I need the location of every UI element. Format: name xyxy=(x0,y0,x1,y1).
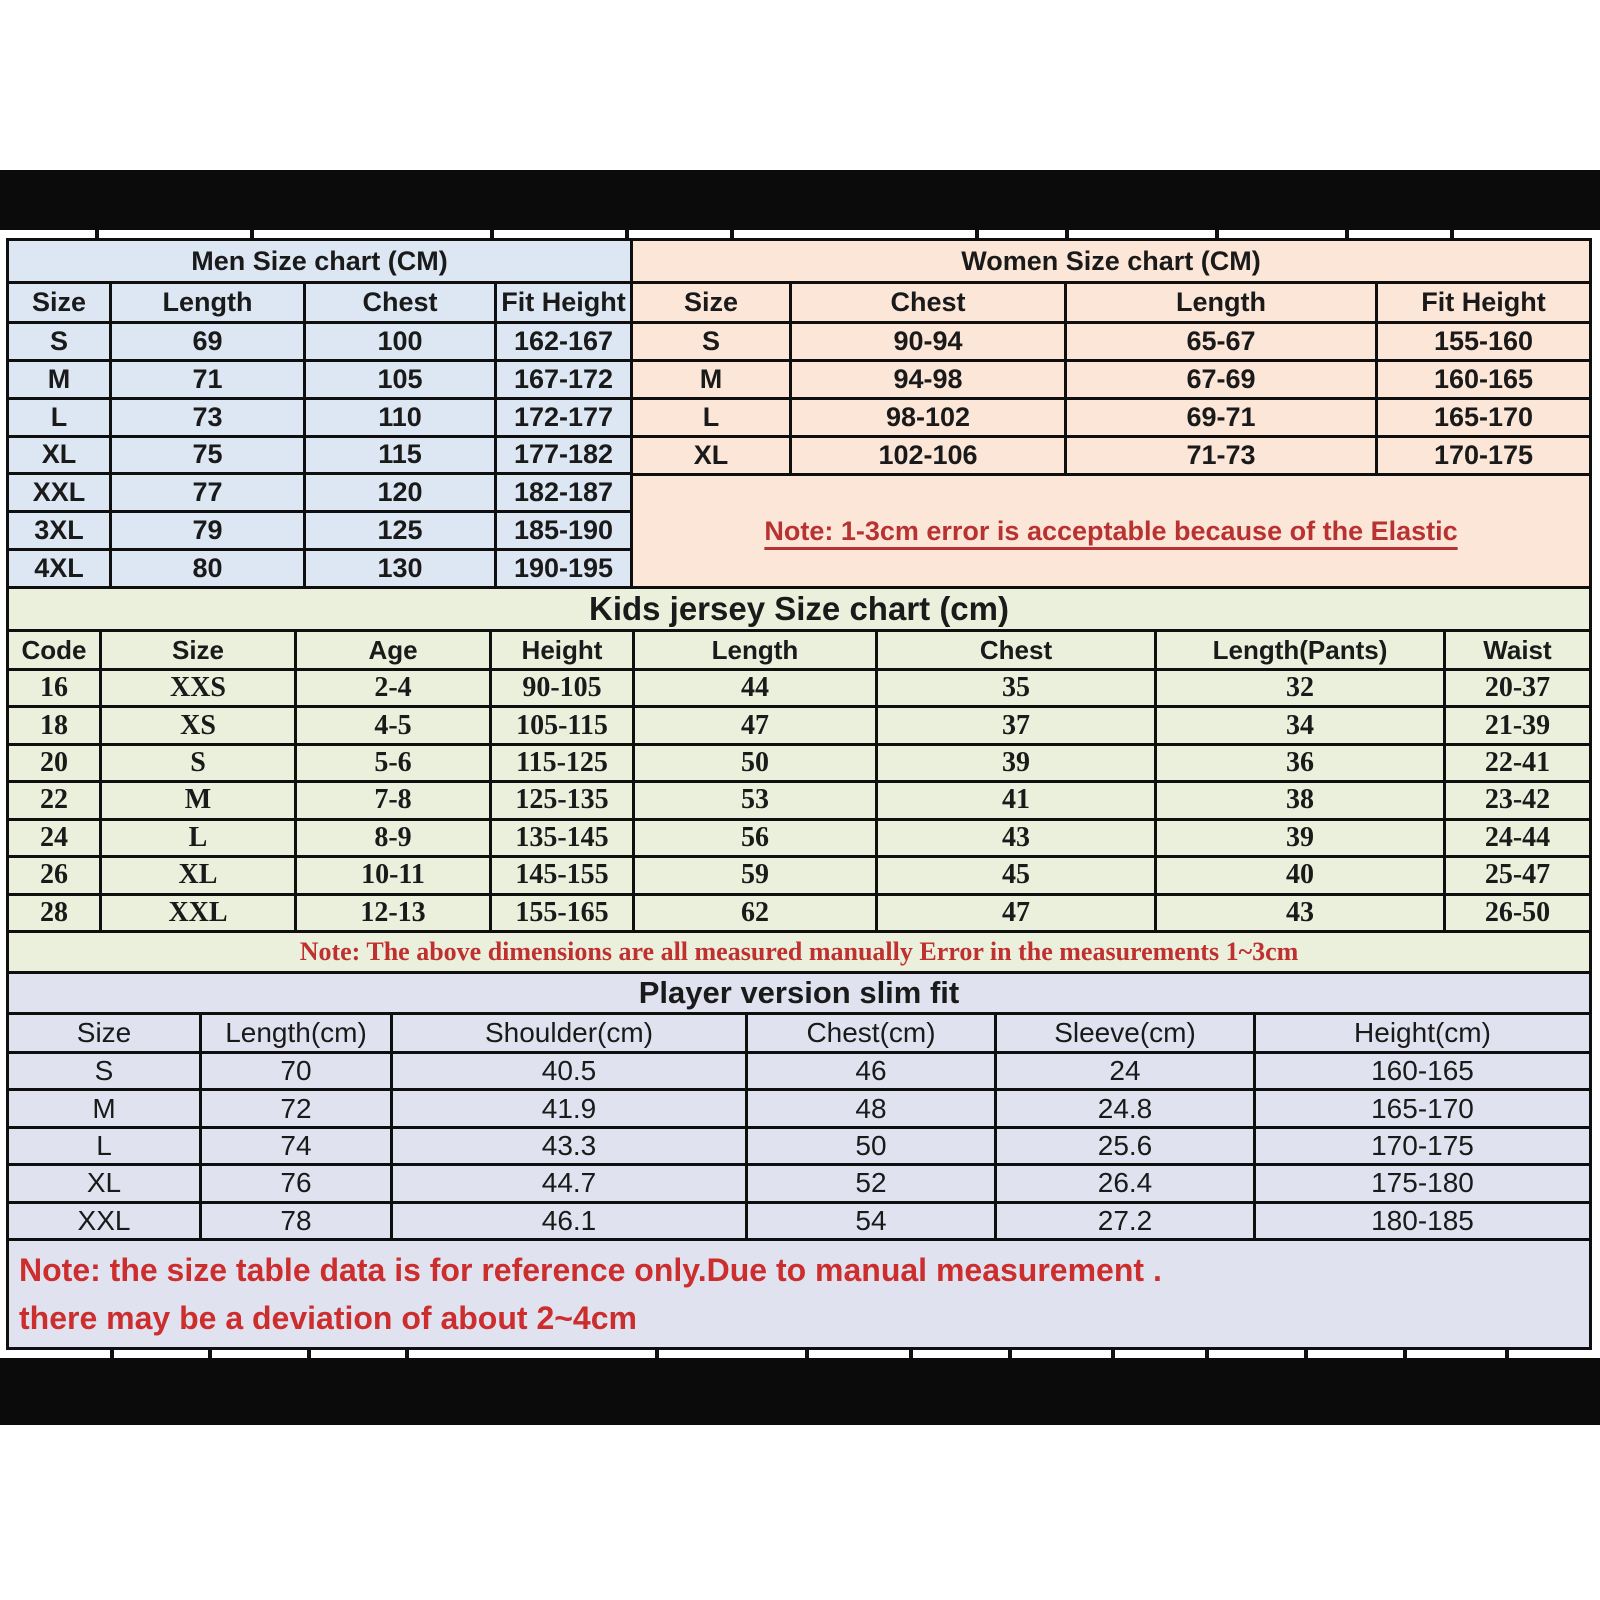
table-cell: 79 xyxy=(112,513,303,548)
table-cell: 185-190 xyxy=(497,513,630,548)
table-cell: 7-8 xyxy=(297,783,489,817)
kids-size-table-title: Kids jersey Size chart (cm) xyxy=(9,589,1589,629)
table-cell: 182-187 xyxy=(497,475,630,510)
column-header: Height(cm) xyxy=(1256,1015,1589,1051)
table-cell: L xyxy=(102,821,294,855)
grid-tick xyxy=(307,1350,311,1358)
table-cell: 71 xyxy=(112,362,303,397)
table-cell: 4XL xyxy=(9,551,109,586)
table-cell: 160-165 xyxy=(1378,362,1589,397)
table-cell: 16 xyxy=(9,671,99,705)
player-version-table-title: Player version slim fit xyxy=(9,974,1589,1012)
column-header: Length(Pants) xyxy=(1157,632,1443,668)
table-cell: 75 xyxy=(112,438,303,473)
table-cell: 62 xyxy=(635,896,875,930)
table-cell: 110 xyxy=(306,400,494,435)
table-cell: 170-175 xyxy=(1256,1129,1589,1163)
table-cell: 50 xyxy=(748,1129,994,1163)
column-header: Size xyxy=(102,632,294,668)
table-cell: 172-177 xyxy=(497,400,630,435)
table-cell: XS xyxy=(102,708,294,742)
column-header: Age xyxy=(297,632,489,668)
table-cell: 3XL xyxy=(9,513,109,548)
column-header: Height xyxy=(492,632,632,668)
table-cell: L xyxy=(633,400,789,435)
table-cell: M xyxy=(9,362,109,397)
table-cell: 59 xyxy=(635,858,875,892)
grid-tick xyxy=(1304,1350,1308,1358)
grid-tick xyxy=(405,1350,409,1358)
table-cell: XXS xyxy=(102,671,294,705)
table-cell: 34 xyxy=(1157,708,1443,742)
table-cell: 24 xyxy=(997,1054,1253,1088)
table-cell: 67-69 xyxy=(1067,362,1375,397)
table-cell: 22-41 xyxy=(1446,746,1589,780)
table-cell: L xyxy=(9,400,109,435)
table-cell: 2-4 xyxy=(297,671,489,705)
grid-tick-strip-bottom xyxy=(0,1350,1600,1358)
table-cell: 100 xyxy=(306,324,494,359)
men-size-table-title: Men Size chart (CM) xyxy=(9,241,630,281)
table-cell: 130 xyxy=(306,551,494,586)
table-cell: 24.8 xyxy=(997,1091,1253,1125)
column-header: Size xyxy=(9,1015,199,1051)
column-header: Length xyxy=(112,284,303,321)
table-cell: 22 xyxy=(9,783,99,817)
men-size-table xyxy=(6,238,633,589)
reference-only-note-line1: Note: the size table data is for reference only.Due to manual measurement . xyxy=(19,1252,1162,1288)
table-cell: 24 xyxy=(9,821,99,855)
table-cell: 135-145 xyxy=(492,821,632,855)
table-cell: 26-50 xyxy=(1446,896,1589,930)
table-cell: 45 xyxy=(878,858,1154,892)
table-cell: 56 xyxy=(635,821,875,855)
table-cell: 69-71 xyxy=(1067,400,1375,435)
table-cell: 115 xyxy=(306,438,494,473)
table-cell: 24-44 xyxy=(1446,821,1589,855)
table-cell: 175-180 xyxy=(1256,1166,1589,1200)
table-cell: 39 xyxy=(878,746,1154,780)
table-cell: 46 xyxy=(748,1054,994,1088)
table-cell: 115-125 xyxy=(492,746,632,780)
table-cell: 105 xyxy=(306,362,494,397)
table-cell: 177-182 xyxy=(497,438,630,473)
grid-tick xyxy=(1205,1350,1209,1358)
table-cell: 41 xyxy=(878,783,1154,817)
table-cell: 12-13 xyxy=(297,896,489,930)
table-cell: 43 xyxy=(1157,896,1443,930)
table-cell: 102-106 xyxy=(792,438,1064,473)
table-cell: 80 xyxy=(112,551,303,586)
column-header: Fit Height xyxy=(1378,284,1589,321)
table-cell: XXL xyxy=(102,896,294,930)
table-cell: 8-9 xyxy=(297,821,489,855)
table-cell: 78 xyxy=(202,1204,390,1238)
grid-tick xyxy=(655,1350,659,1358)
grid-tick xyxy=(909,1350,913,1358)
table-cell: 190-195 xyxy=(497,551,630,586)
grid-tick xyxy=(805,1350,809,1358)
table-cell: 165-170 xyxy=(1256,1091,1589,1125)
column-header: Sleeve(cm) xyxy=(997,1015,1253,1051)
table-cell: 125-135 xyxy=(492,783,632,817)
table-cell: 54 xyxy=(748,1204,994,1238)
table-cell: 162-167 xyxy=(497,324,630,359)
table-cell: 74 xyxy=(202,1129,390,1163)
table-cell: 40 xyxy=(1157,858,1443,892)
table-cell: 94-98 xyxy=(792,362,1064,397)
table-cell: 90-94 xyxy=(792,324,1064,359)
table-cell: 25.6 xyxy=(997,1129,1253,1163)
table-cell: 145-155 xyxy=(492,858,632,892)
women-size-table xyxy=(630,238,1592,589)
table-cell: XL xyxy=(633,438,789,473)
table-cell: 41.9 xyxy=(393,1091,745,1125)
reference-only-note xyxy=(6,1238,1592,1350)
table-cell: 125 xyxy=(306,513,494,548)
table-cell: 98-102 xyxy=(792,400,1064,435)
table-cell: 90-105 xyxy=(492,671,632,705)
column-header: Size xyxy=(633,284,789,321)
grid-tick xyxy=(1505,1350,1509,1358)
column-header: Waist xyxy=(1446,632,1589,668)
table-cell: 53 xyxy=(635,783,875,817)
grid-tick xyxy=(1111,1350,1115,1358)
reference-only-note-line2: there may be a deviation of about 2~4cm xyxy=(19,1300,637,1336)
table-cell: S xyxy=(9,1054,199,1088)
table-cell: 52 xyxy=(748,1166,994,1200)
table-cell: 35 xyxy=(878,671,1154,705)
table-cell: M xyxy=(102,783,294,817)
grid-tick xyxy=(208,1350,212,1358)
table-cell: 155-160 xyxy=(1378,324,1589,359)
grid-tick xyxy=(110,1350,114,1358)
letterbox-bar-top xyxy=(0,170,1600,230)
table-cell: 37 xyxy=(878,708,1154,742)
women-size-table-title: Women Size chart (CM) xyxy=(633,241,1589,281)
column-header: Chest xyxy=(878,632,1154,668)
table-cell: 65-67 xyxy=(1067,324,1375,359)
table-cell: 18 xyxy=(9,708,99,742)
column-header: Shoulder(cm) xyxy=(393,1015,745,1051)
table-cell: L xyxy=(9,1129,199,1163)
table-cell: 27.2 xyxy=(997,1204,1253,1238)
column-header: Code xyxy=(9,632,99,668)
size-chart-sheet xyxy=(6,238,1592,1350)
table-cell: 155-165 xyxy=(492,896,632,930)
table-cell: 72 xyxy=(202,1091,390,1125)
table-cell: 47 xyxy=(635,708,875,742)
table-cell: 71-73 xyxy=(1067,438,1375,473)
women-elastic-note: Note: 1-3cm error is acceptable because of the Elastic xyxy=(633,476,1589,586)
table-cell: XXL xyxy=(9,475,109,510)
column-header: Chest(cm) xyxy=(748,1015,994,1051)
column-header: Chest xyxy=(792,284,1064,321)
table-cell: 44.7 xyxy=(393,1166,745,1200)
table-cell: 43 xyxy=(878,821,1154,855)
table-cell: XL xyxy=(102,858,294,892)
column-header: Length xyxy=(635,632,875,668)
table-cell: 36 xyxy=(1157,746,1443,780)
table-cell: 50 xyxy=(635,746,875,780)
table-cell: 26 xyxy=(9,858,99,892)
table-cell: 69 xyxy=(112,324,303,359)
table-cell: 160-165 xyxy=(1256,1054,1589,1088)
table-cell: 46.1 xyxy=(393,1204,745,1238)
table-cell: 26.4 xyxy=(997,1166,1253,1200)
table-cell: 23-42 xyxy=(1446,783,1589,817)
table-cell: XXL xyxy=(9,1204,199,1238)
table-cell: 77 xyxy=(112,475,303,510)
table-cell: 44 xyxy=(635,671,875,705)
table-cell: 38 xyxy=(1157,783,1443,817)
column-header: Size xyxy=(9,284,109,321)
column-header: Length xyxy=(1067,284,1375,321)
column-header: Chest xyxy=(306,284,494,321)
table-cell: 48 xyxy=(748,1091,994,1125)
table-cell: 20-37 xyxy=(1446,671,1589,705)
table-cell: 47 xyxy=(878,896,1154,930)
letterbox-bar-bottom xyxy=(0,1358,1600,1425)
table-cell: 73 xyxy=(112,400,303,435)
table-cell: 10-11 xyxy=(297,858,489,892)
table-cell: 5-6 xyxy=(297,746,489,780)
table-cell: 21-39 xyxy=(1446,708,1589,742)
table-cell: 25-47 xyxy=(1446,858,1589,892)
table-cell: 70 xyxy=(202,1054,390,1088)
table-cell: 43.3 xyxy=(393,1129,745,1163)
table-cell: 180-185 xyxy=(1256,1204,1589,1238)
table-cell: 76 xyxy=(202,1166,390,1200)
table-cell: 165-170 xyxy=(1378,400,1589,435)
table-cell: S xyxy=(633,324,789,359)
table-cell: 39 xyxy=(1157,821,1443,855)
table-cell: 40.5 xyxy=(393,1054,745,1088)
table-cell: XL xyxy=(9,1166,199,1200)
table-cell: XL xyxy=(9,438,109,473)
kids-size-table xyxy=(6,586,1592,974)
player-version-table xyxy=(6,971,1592,1241)
table-cell: 4-5 xyxy=(297,708,489,742)
table-cell: M xyxy=(633,362,789,397)
column-header: Length(cm) xyxy=(202,1015,390,1051)
table-cell: 167-172 xyxy=(497,362,630,397)
column-header: Fit Height xyxy=(497,284,630,321)
kids-measurement-note: Note: The above dimensions are all measured manually Error in the measurements 1~3cm xyxy=(9,933,1589,971)
table-cell: 20 xyxy=(9,746,99,780)
grid-tick xyxy=(1008,1350,1012,1358)
table-cell: 105-115 xyxy=(492,708,632,742)
table-cell: 120 xyxy=(306,475,494,510)
table-cell: S xyxy=(9,324,109,359)
grid-tick xyxy=(1403,1350,1407,1358)
table-cell: 32 xyxy=(1157,671,1443,705)
table-cell: M xyxy=(9,1091,199,1125)
table-cell: 170-175 xyxy=(1378,438,1589,473)
table-cell: 28 xyxy=(9,896,99,930)
table-cell: S xyxy=(102,746,294,780)
